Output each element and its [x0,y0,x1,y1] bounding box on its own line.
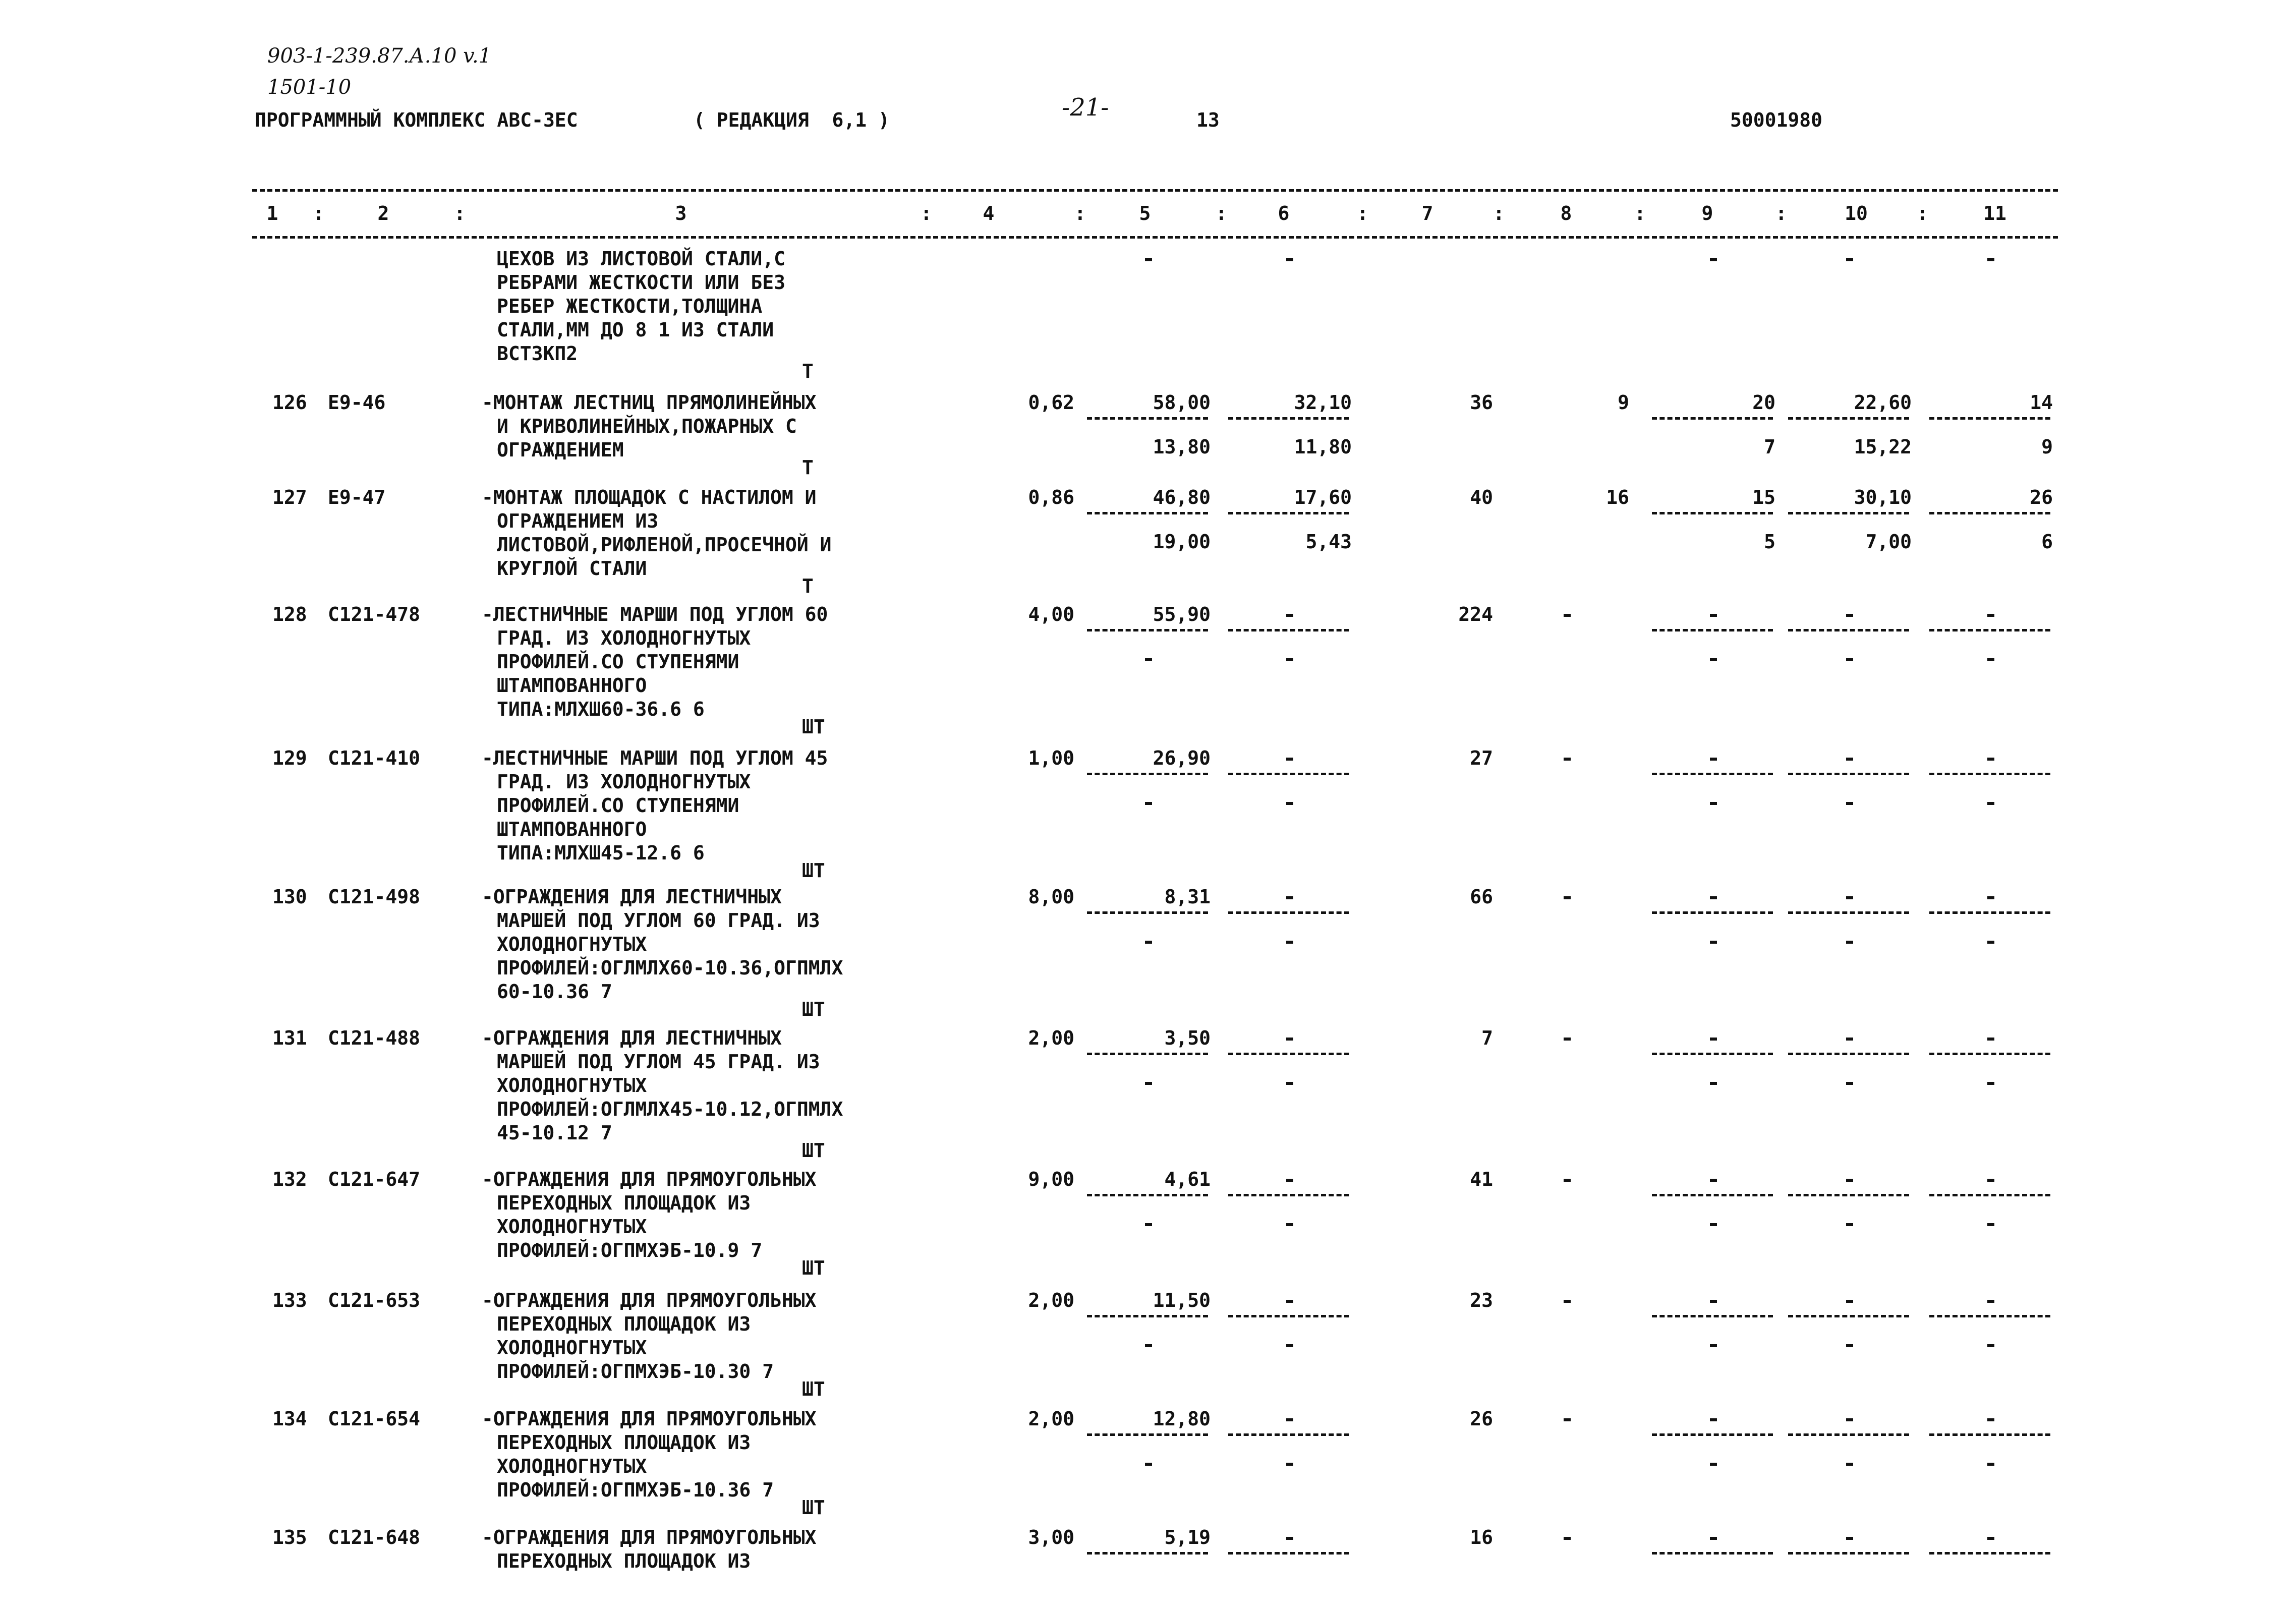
empty-cell-mark [1987,802,1994,805]
description-line: -ЛЕСТНИЧНЫЕ МАРШИ ПОД УГЛОМ 45 [482,747,828,769]
page-mark: -21- [1062,93,1109,122]
cell-c4: 3,00 [1028,1526,1074,1548]
subtotal-rule [1652,512,1773,514]
empty-cell-mark [1846,258,1853,261]
empty-cell-mark [1286,1223,1293,1226]
empty-cell-mark [1286,758,1293,761]
empty-cell-mark [1846,802,1853,805]
empty-cell-mark [1710,1179,1717,1182]
empty-cell-mark [1710,802,1717,805]
row-number: 131 [272,1027,307,1049]
subtotal-rule [1087,1552,1208,1555]
subtotal-rule [1929,911,2050,914]
empty-cell-mark [1145,658,1152,661]
description-line: КРУГЛОЙ СТАЛИ [497,557,647,580]
subtotal-rule [1788,1433,1909,1436]
row-code: Е9-47 [328,486,386,508]
description-line: -ОГРАЖДЕНИЯ ДЛЯ ПРЯМОУГОЛЬНЫХ [482,1168,817,1190]
description-line: ПРОФИЛЕЙ:ОГПМХЭБ-10.9 7 [497,1239,763,1261]
unit-label: ШТ [802,1496,825,1519]
empty-cell-mark [1846,1537,1853,1540]
header-rule-bottom [252,236,2058,239]
cell-c11: 9 [2041,436,2053,458]
subtotal-rule [1929,1433,2050,1436]
cell-c8: 9 [1618,391,1629,414]
description-line: ШТАМПОВАННОГО [497,674,647,697]
cell-c7: 7 [1481,1027,1493,1049]
column-number: 8 [1560,202,1572,224]
subtotal-rule [1087,512,1208,514]
description-line: -МОНТАЖ ЛЕСТНИЦ ПРЯМОЛИНЕЙНЫХ [482,391,817,414]
subtotal-rule [1788,1194,1909,1196]
cell-c9: 7 [1764,436,1775,458]
row-code: С121-498 [328,886,421,908]
empty-cell-mark [1710,1418,1717,1421]
handwritten-code: 903-1-239.87.А.10 v.1 [267,44,492,68]
cell-c5: 13,80 [1153,436,1211,458]
subtotal-rule [1929,1552,2050,1555]
subtotal-rule [1929,1194,2050,1196]
column-separator: : [921,202,932,224]
cell-c5: 4,61 [1164,1168,1211,1190]
description-line: ПЕРЕХОДНЫХ ПЛОЩАДОК ИЗ [497,1192,751,1214]
cell-c5: 12,80 [1153,1408,1211,1430]
empty-cell-mark [1846,941,1853,944]
empty-cell-mark [1145,802,1152,805]
description-line: ЛИСТОВОЙ,РИФЛЕНОЙ,ПРОСЕЧНОЙ И [497,534,832,556]
empty-cell-mark [1145,1344,1152,1347]
empty-cell-mark [1286,896,1293,899]
cell-c4: 1,00 [1028,747,1074,769]
empty-cell-mark [1846,1082,1853,1085]
cell-c9: 5 [1764,531,1775,553]
empty-cell-mark [1286,1537,1293,1540]
subtotal-rule [1228,773,1349,775]
subtotal-rule [1087,1053,1208,1055]
empty-cell-mark [1286,1344,1293,1347]
empty-cell-mark [1286,258,1293,261]
description-line: ПЕРЕХОДНЫХ ПЛОЩАДОК ИЗ [497,1313,751,1335]
column-separator: : [1634,202,1646,224]
description-line: ПРОФИЛЕЙ:ОГПМХЭБ-10.30 7 [497,1360,774,1383]
column-number: 10 [1845,202,1868,224]
empty-cell-mark [1710,1300,1717,1303]
description-line: ГРАД. ИЗ ХОЛОДНОГНУТЫХ [497,627,751,649]
empty-cell-mark [1286,614,1293,617]
row-number: 132 [272,1168,307,1190]
subtotal-rule [1228,417,1349,420]
empty-cell-mark [1987,896,1994,899]
subtotal-rule [1228,1194,1349,1196]
description-line: ХОЛОДНОГНУТЫХ [497,1337,647,1359]
empty-cell-mark [1564,896,1571,899]
handwritten-subcode: 1501-10 [267,76,352,99]
empty-cell-mark [1710,1463,1717,1466]
empty-cell-mark [1145,1223,1152,1226]
cell-c5: 8,31 [1164,886,1211,908]
description-line: ОГРАЖДЕНИЕМ ИЗ [497,510,659,532]
header-rule-top [252,189,2058,192]
cell-c6: 32,10 [1294,391,1352,414]
description-line: -ОГРАЖДЕНИЯ ДЛЯ ПРЯМОУГОЛЬНЫХ [482,1408,817,1430]
description-line: ХОЛОДНОГНУТЫХ [497,1455,647,1477]
row-code: С121-654 [328,1408,421,1430]
empty-cell-mark [1564,758,1571,761]
empty-cell-mark [1987,658,1994,661]
description-line: МАРШЕЙ ПОД УГЛОМ 45 ГРАД. ИЗ [497,1051,820,1073]
cell-c6: 17,60 [1294,486,1352,508]
subtotal-rule [1087,911,1208,914]
unit-label: ШТ [802,716,825,738]
empty-cell-mark [1846,1463,1853,1466]
column-number: 6 [1278,202,1290,224]
empty-cell-mark [1846,1418,1853,1421]
empty-cell-mark [1710,614,1717,617]
description-line: -ОГРАЖДЕНИЯ ДЛЯ ПРЯМОУГОЛЬНЫХ [482,1526,817,1548]
cell-c11: 26 [2030,486,2053,508]
empty-cell-mark [1286,1038,1293,1041]
description-line: -ЛЕСТНИЧНЫЕ МАРШИ ПОД УГЛОМ 60 [482,603,828,625]
subtotal-rule [1228,1433,1349,1436]
empty-cell-mark [1987,258,1994,261]
column-separator: : [1917,202,1928,224]
row-number: 126 [272,391,307,414]
empty-cell-mark [1564,1179,1571,1182]
cell-c10: 7,00 [1865,531,1912,553]
empty-cell-mark [1286,1082,1293,1085]
empty-cell-mark [1710,1344,1717,1347]
column-number: 1 [266,202,278,224]
row-code: С121-410 [328,747,421,769]
description-line: -ОГРАЖДЕНИЯ ДЛЯ ЛЕСТНИЧНЫХ [482,886,782,908]
empty-cell-mark [1846,1300,1853,1303]
cell-c10: 22,60 [1854,391,1912,414]
empty-cell-mark [1846,896,1853,899]
subtotal-rule [1652,1552,1773,1555]
subtotal-rule [1228,911,1349,914]
subtotal-rule [1929,1053,2050,1055]
column-number: 2 [377,202,389,224]
subtotal-rule [1087,773,1208,775]
empty-cell-mark [1987,941,1994,944]
subtotal-rule [1788,1315,1909,1317]
empty-cell-mark [1846,614,1853,617]
cell-c7: 23 [1470,1289,1493,1311]
subtotal-rule [1788,1552,1909,1555]
empty-cell-mark [1286,1179,1293,1182]
subtotal-rule [1788,629,1909,631]
column-number: 9 [1701,202,1713,224]
column-separator: : [1074,202,1086,224]
column-number: 11 [1983,202,2006,224]
description-line: -ОГРАЖДЕНИЯ ДЛЯ ПРЯМОУГОЛЬНЫХ [482,1289,817,1311]
subtotal-rule [1929,773,2050,775]
description-line: ПРОФИЛЕЙ:ОГЛМЛХ45-10.12,ОГПМЛХ [497,1098,843,1120]
subtotal-rule [1929,629,2050,631]
subtotal-rule [1087,1433,1208,1436]
subtotal-rule [1087,1194,1208,1196]
subtotal-rule [1652,1315,1773,1317]
cell-c7: 224 [1458,603,1493,625]
empty-cell-mark [1846,1223,1853,1226]
empty-cell-mark [1987,1223,1994,1226]
subtotal-rule [1228,629,1349,631]
empty-cell-mark [1145,1463,1152,1466]
unit-label: ШТ [802,1139,825,1162]
cell-c5: 26,90 [1153,747,1211,769]
description-line: 45-10.12 7 [497,1122,612,1144]
description-line: ПРОФИЛЕЙ.СО СТУПЕНЯМИ [497,794,739,817]
cell-c11: 14 [2030,391,2053,414]
subtotal-rule [1929,1315,2050,1317]
empty-cell-mark [1987,1038,1994,1041]
column-number: 5 [1139,202,1151,224]
subtotal-rule [1652,629,1773,631]
empty-cell-mark [1286,1418,1293,1421]
description-line: РЕБЕР ЖЕСТКОСТИ,ТОЛЩИНА [497,295,763,317]
cell-c5: 55,90 [1153,603,1211,625]
empty-cell-mark [1564,1038,1571,1041]
subtotal-rule [1087,1315,1208,1317]
description-line: ОГРАЖДЕНИЕМ [497,439,624,461]
empty-cell-mark [1710,1038,1717,1041]
description-line: РЕБРАМИ ЖЕСТКОСТИ ИЛИ БЕЗ [497,271,785,294]
row-code: С121-653 [328,1289,421,1311]
empty-cell-mark [1987,1300,1994,1303]
cell-c5: 46,80 [1153,486,1211,508]
subtotal-rule [1788,773,1909,775]
description-line: ХОЛОДНОГНУТЫХ [497,1074,647,1097]
program-title: ПРОГРАММНЫЙ КОМПЛЕКС АВС-3ЕС [255,109,578,131]
row-number: 133 [272,1289,307,1311]
cell-c7: 41 [1470,1168,1493,1190]
cell-c5: 5,19 [1164,1526,1211,1548]
column-number: 4 [983,202,995,224]
cell-c4: 8,00 [1028,886,1074,908]
unit-label: ШТ [802,1257,825,1279]
column-number: 3 [675,202,687,224]
empty-cell-mark [1564,1537,1571,1540]
empty-cell-mark [1846,1179,1853,1182]
empty-cell-mark [1710,758,1717,761]
unit-label: ШТ [802,1378,825,1400]
empty-cell-mark [1564,1418,1571,1421]
cell-c5: 3,50 [1164,1027,1211,1049]
cell-c5: 19,00 [1153,531,1211,553]
empty-cell-mark [1710,1223,1717,1226]
empty-cell-mark [1846,758,1853,761]
empty-cell-mark [1987,1463,1994,1466]
description-line: ПЕРЕХОДНЫХ ПЛОЩАДОК ИЗ [497,1550,751,1572]
empty-cell-mark [1846,1038,1853,1041]
cell-c6: 11,80 [1294,436,1352,458]
cell-c10: 15,22 [1854,436,1912,458]
cell-c4: 0,62 [1028,391,1074,414]
description-line: ПРОФИЛЕЙ:ОГЛМЛХ60-10.36,ОГПМЛХ [497,957,843,979]
empty-cell-mark [1286,1463,1293,1466]
empty-cell-mark [1846,658,1853,661]
description-line: МАРШЕЙ ПОД УГЛОМ 60 ГРАД. ИЗ [497,909,820,932]
empty-cell-mark [1710,258,1717,261]
subtotal-rule [1228,1053,1349,1055]
empty-cell-mark [1710,658,1717,661]
subtotal-rule [1652,1053,1773,1055]
column-separator: : [1493,202,1505,224]
cell-c11: 6 [2041,531,2053,553]
row-number: 134 [272,1408,307,1430]
cell-c9: 15 [1752,486,1775,508]
subtotal-rule [1929,417,2050,420]
row-number: 127 [272,486,307,508]
cell-c7: 27 [1470,747,1493,769]
subtotal-rule [1788,1053,1909,1055]
cell-c7: 66 [1470,886,1493,908]
description-line: -ОГРАЖДЕНИЯ ДЛЯ ЛЕСТНИЧНЫХ [482,1027,782,1049]
cell-c9: 20 [1752,391,1775,414]
cell-c5: 11,50 [1153,1289,1211,1311]
row-code: С121-647 [328,1168,421,1190]
subtotal-rule [1087,417,1208,420]
description-line: ПЕРЕХОДНЫХ ПЛОЩАДОК ИЗ [497,1431,751,1454]
description-line: ХОЛОДНОГНУТЫХ [497,1216,647,1238]
cell-c10: 30,10 [1854,486,1912,508]
empty-cell-mark [1987,614,1994,617]
empty-cell-mark [1987,1418,1994,1421]
description-line: ЦЕХОВ ИЗ ЛИСТОВОЙ СТАЛИ,С [497,248,785,270]
cell-c4: 2,00 [1028,1289,1074,1311]
page-number: 13 [1196,109,1220,131]
unit-label: Т [802,456,814,479]
column-separator: : [313,202,324,224]
subtotal-rule [1788,512,1909,514]
row-number: 128 [272,603,307,625]
empty-cell-mark [1286,1300,1293,1303]
description-line: ШТАМПОВАННОГО [497,818,647,840]
cell-c4: 4,00 [1028,603,1074,625]
empty-cell-mark [1710,941,1717,944]
unit-label: ШТ [802,998,825,1020]
empty-cell-mark [1710,896,1717,899]
cell-c7: 26 [1470,1408,1493,1430]
description-line: ПРОФИЛЕЙ:ОГПМХЭБ-10.36 7 [497,1479,774,1501]
cell-c4: 0,86 [1028,486,1074,508]
subtotal-rule [1228,512,1349,514]
empty-cell-mark [1987,1344,1994,1347]
column-separator: : [454,202,466,224]
unit-label: Т [802,360,814,382]
empty-cell-mark [1987,1537,1994,1540]
subtotal-rule [1652,1194,1773,1196]
empty-cell-mark [1145,941,1152,944]
cell-c7: 36 [1470,391,1493,414]
description-line: ПРОФИЛЕЙ.СО СТУПЕНЯМИ [497,651,739,673]
subtotal-rule [1788,911,1909,914]
row-code: С121-488 [328,1027,421,1049]
unit-label: Т [802,575,814,597]
empty-cell-mark [1987,758,1994,761]
description-line: 60-10.36 7 [497,981,612,1003]
empty-cell-mark [1145,258,1152,261]
empty-cell-mark [1846,1344,1853,1347]
subtotal-rule [1228,1552,1349,1555]
subtotal-rule [1652,773,1773,775]
description-line: ТИПА:МЛХШ60-36.6 6 [497,698,705,720]
subtotal-rule [1087,629,1208,631]
column-separator: : [1216,202,1227,224]
subtotal-rule [1228,1315,1349,1317]
edition-label: ( РЕДАКЦИЯ 6,1 ) [694,109,890,131]
empty-cell-mark [1987,1179,1994,1182]
row-code: Е9-46 [328,391,386,414]
cell-c4: 9,00 [1028,1168,1074,1190]
column-separator: : [1357,202,1368,224]
row-code: С121-648 [328,1526,421,1548]
subtotal-rule [1652,911,1773,914]
empty-cell-mark [1286,658,1293,661]
empty-cell-mark [1286,802,1293,805]
cell-c7: 40 [1470,486,1493,508]
cell-c4: 2,00 [1028,1027,1074,1049]
subtotal-rule [1652,1433,1773,1436]
cell-c5: 58,00 [1153,391,1211,414]
subtotal-rule [1929,512,2050,514]
row-number: 135 [272,1526,307,1548]
description-line: -МОНТАЖ ПЛОЩАДОК С НАСТИЛОМ И [482,486,817,508]
empty-cell-mark [1710,1082,1717,1085]
subtotal-rule [1652,417,1773,420]
row-code: С121-478 [328,603,421,625]
row-number: 130 [272,886,307,908]
row-number: 129 [272,747,307,769]
empty-cell-mark [1145,1082,1152,1085]
column-separator: : [1775,202,1787,224]
description-line: И КРИВОЛИНЕЙНЫХ,ПОЖАРНЫХ С [497,415,797,437]
column-number: 7 [1421,202,1433,224]
document-id: 50001980 [1730,109,1823,131]
cell-c6: 5,43 [1305,531,1352,553]
unit-label: ШТ [802,859,825,882]
empty-cell-mark [1564,1300,1571,1303]
empty-cell-mark [1710,1537,1717,1540]
subtotal-rule [1788,417,1909,420]
empty-cell-mark [1987,1082,1994,1085]
description-line: СТАЛИ,ММ ДО 8 1 ИЗ СТАЛИ [497,319,774,341]
empty-cell-mark [1286,941,1293,944]
description-line: ГРАД. ИЗ ХОЛОДНОГНУТЫХ [497,771,751,793]
empty-cell-mark [1564,614,1571,617]
cell-c8: 16 [1606,486,1629,508]
description-line: ВСТ3КП2 [497,342,578,365]
description-line: ТИПА:МЛХШ45-12.6 6 [497,842,705,864]
description-line: ХОЛОДНОГНУТЫХ [497,933,647,955]
cell-c7: 16 [1470,1526,1493,1548]
cell-c4: 2,00 [1028,1408,1074,1430]
